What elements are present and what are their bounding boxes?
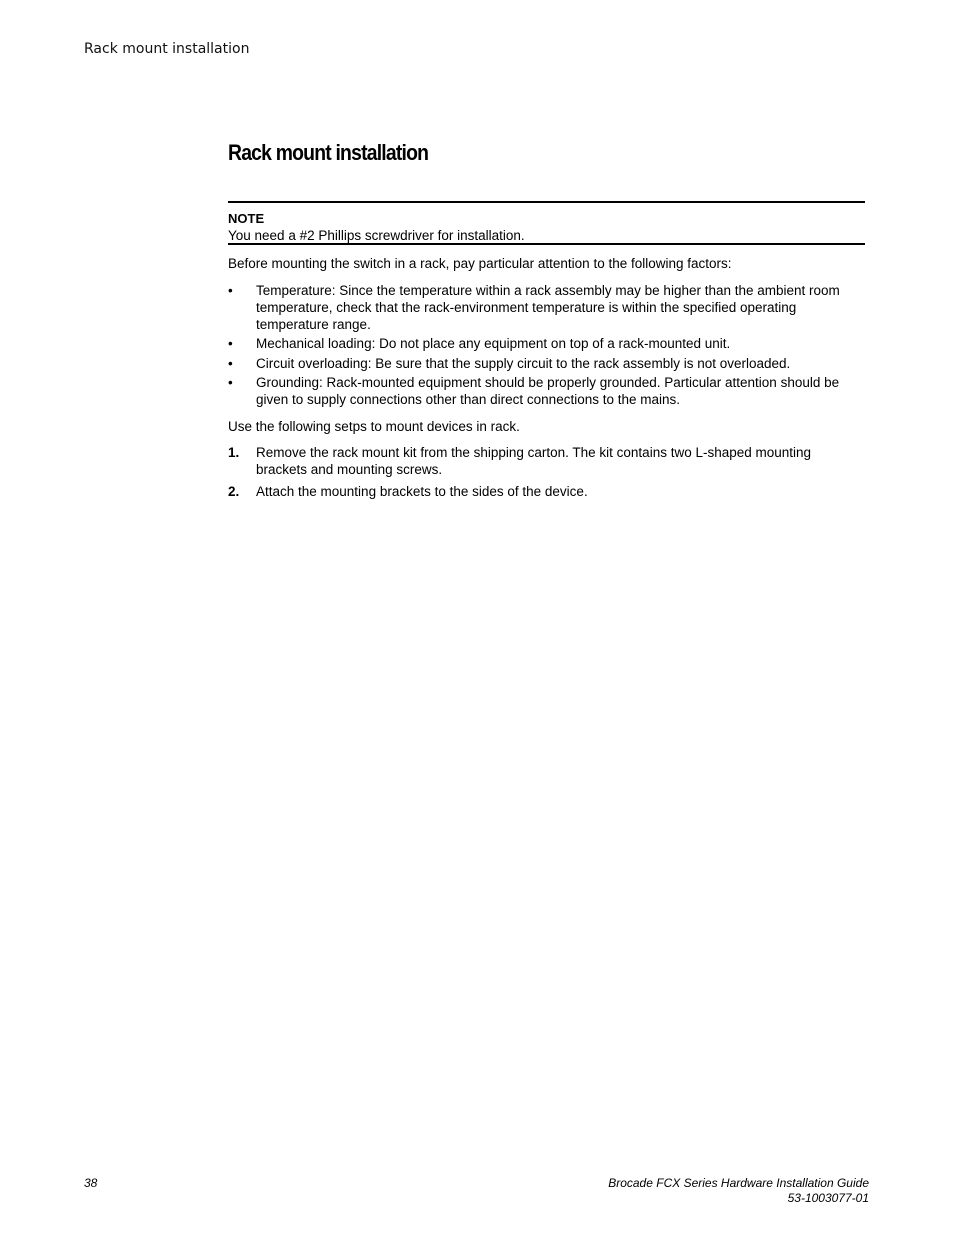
step-number: 2. bbox=[228, 484, 240, 499]
factor-item-temperature bbox=[228, 282, 865, 333]
factor-text: Mechanical loading: Do not place any equipment on top of a rack-mounted unit. bbox=[256, 336, 731, 351]
step-text: Attach the mounting brackets to the sides of the device. bbox=[256, 484, 588, 499]
doc-number: 53-1003077-01 bbox=[787, 1191, 869, 1205]
step-text: Remove the rack mount kit from the shipping carton. The kit contains two L-shaped mounting brackets and mounting screws. bbox=[256, 445, 812, 477]
steps-intro-paragraph: Use the following setps to mount devices in rack. bbox=[228, 419, 520, 434]
factor-text: Temperature: Since the temperature within a rack assembly may be higher than the ambient room temperature, check that the rack-environment temperature is within the specified operating temperature range. bbox=[256, 283, 840, 332]
note-box bbox=[228, 201, 865, 245]
bullet-marker: • bbox=[228, 283, 233, 298]
bullet-marker: • bbox=[228, 336, 233, 351]
intro-paragraph: Before mounting the switch in a rack, pay particular attention to the following factors: bbox=[228, 256, 732, 271]
note-text: You need a #2 Phillips screwdriver for installation. bbox=[228, 228, 525, 243]
guide-title: Brocade FCX Series Hardware Installation Guide bbox=[608, 1176, 869, 1190]
factor-item-circuit-overloading bbox=[228, 355, 865, 372]
running-head: Rack mount installation bbox=[84, 41, 250, 57]
factor-text: Circuit overloading: Be sure that the supply circuit to the rack assembly is not overloaded. bbox=[256, 356, 791, 371]
bullet-marker: • bbox=[228, 375, 233, 390]
step-item-2 bbox=[228, 483, 865, 500]
factor-item-grounding bbox=[228, 374, 865, 408]
section-title: Rack mount installation bbox=[228, 140, 429, 165]
page-number: 38 bbox=[84, 1176, 98, 1190]
step-number: 1. bbox=[228, 445, 240, 460]
note-label: NOTE bbox=[228, 211, 265, 226]
factor-item-mechanical-loading bbox=[228, 335, 865, 352]
factor-text: Grounding: Rack-mounted equipment should be properly grounded. Particular attention should be given to supply connections other than direct connections to the mains. bbox=[256, 375, 840, 407]
footer-doc-info bbox=[608, 1176, 869, 1206]
step-item-1 bbox=[228, 444, 865, 478]
bullet-marker: • bbox=[228, 356, 233, 371]
